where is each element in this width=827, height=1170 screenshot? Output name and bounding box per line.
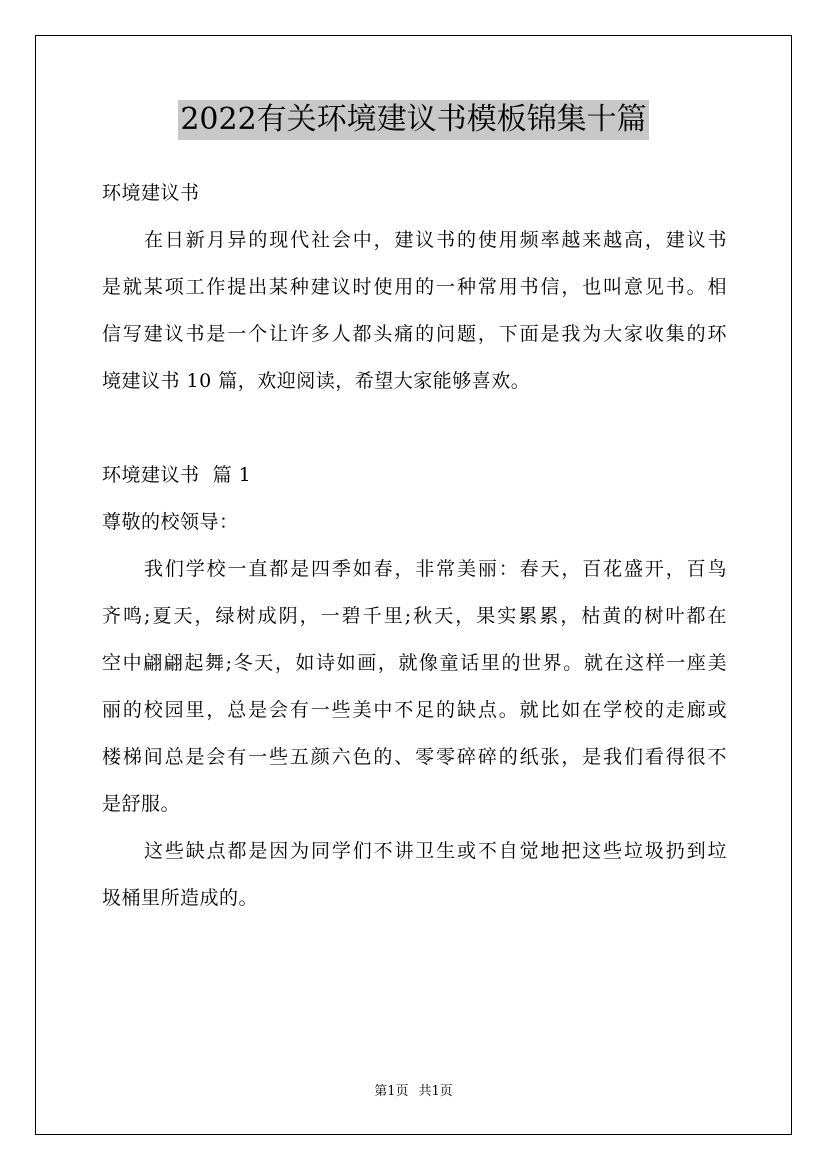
page-footer [0,1082,827,1102]
section1-heading: 环境建议书 篇 1 [102,464,252,486]
intro-line-2: 是就某项工作提出某种建议时使用的一种常用书信，也叫意见书。相 [102,276,727,298]
para2-line-1: 这些缺点都是因为同学们不讲卫生或不自觉地把这些垃圾扔到垃 [144,840,727,862]
salutation: 尊敬的校领导： [102,511,239,533]
page-number-current: 第1页 [374,1084,409,1099]
intro-line-1: 在日新月异的现代社会中，建议书的使用频率越来越高，建议书 [144,229,727,251]
document-body [102,170,727,922]
para2-line-2: 圾桶里所造成的。 [102,887,259,909]
para1-line-5: 楼梯间总是会有一些五颜六色的、零零碎碎的纸张，是我们看得很不 [102,746,727,768]
para1-line-6: 是舒服。 [102,793,181,815]
intro-line-3: 信写建议书是一个让许多人都头痛的问题，下面是我为大家收集的环 [102,323,727,345]
document-title: 2022有关环境建议书模板锦集十篇 [178,100,648,140]
paragraph-gap [102,405,727,452]
para1-line-3: 空中翩翩起舞;冬天，如诗如画，就像童话里的世界。就在这样一座美 [102,652,727,674]
para1-line-1: 我们学校一直都是四季如春，非常美丽：春天，百花盛开，百鸟 [144,558,727,580]
page-number-total: 共1页 [418,1084,453,1099]
para1-line-4: 丽的校园里，总是会有一些美中不足的缺点。就比如在学校的走廊或 [102,699,727,721]
title-container [0,100,827,140]
intro-line-4: 境建议书 10 篇，欢迎阅读，希望大家能够喜欢。 [102,370,531,392]
para1-line-2: 齐鸣;夏天，绿树成阴，一碧千里;秋天，果实累累，枯黄的树叶都在 [102,605,727,627]
intro-heading: 环境建议书 [102,182,200,204]
